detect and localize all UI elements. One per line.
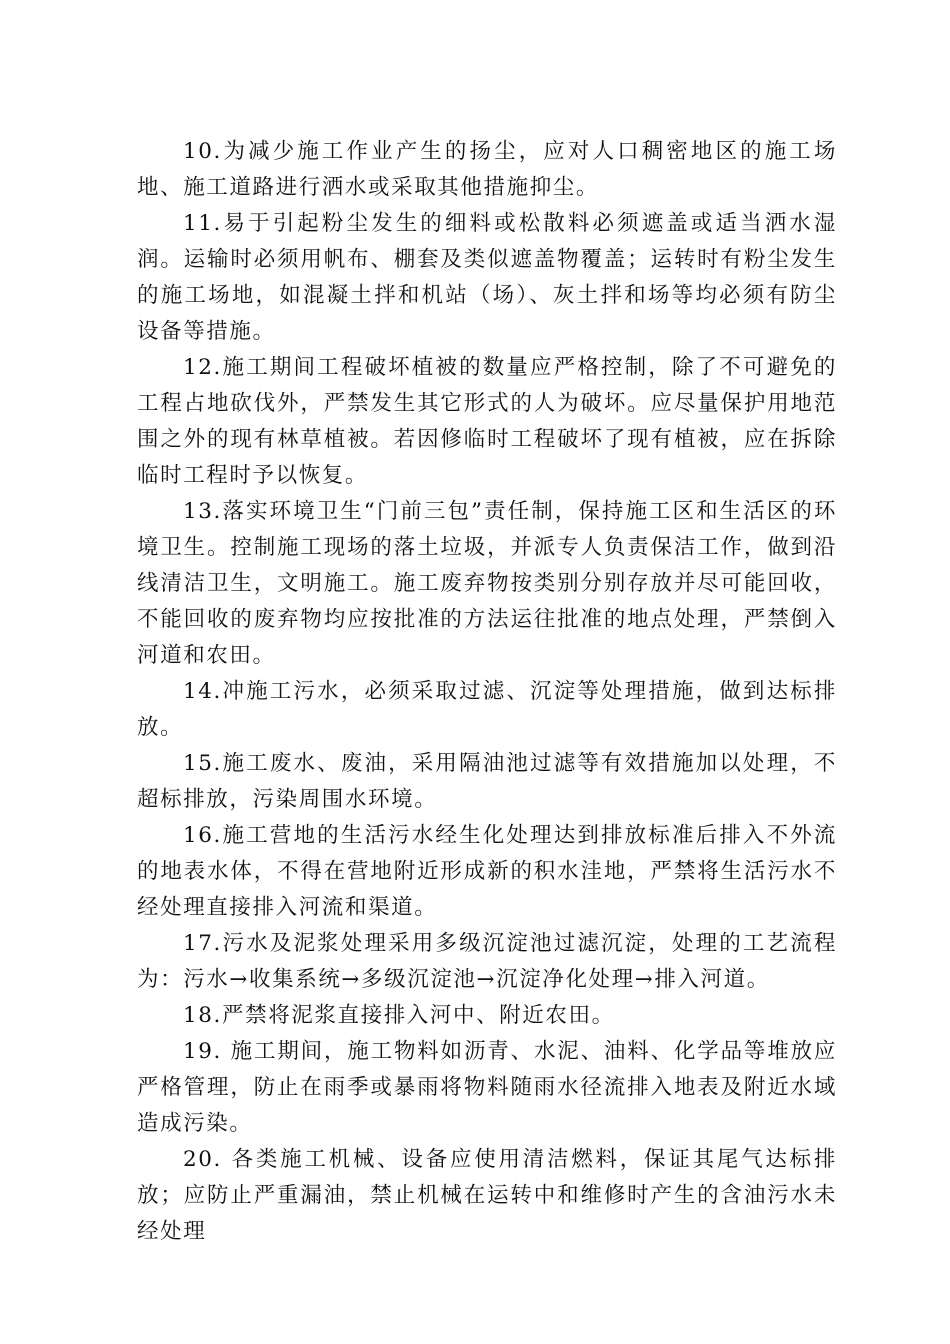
paragraph-14: 14.冲施工污水，必须采取过滤、沉淀等处理措施，做到达标排放。 — [137, 679, 837, 740]
paragraph-17: 17.污水及泥浆处理采用多级沉淀池过滤沉淀，处理的工艺流程为：污水→收集系统→多级沉淀池→沉淀净化处理→排入河道。 — [137, 931, 837, 992]
paragraph-10: 10.为减少施工作业产生的扬尘，应对人口稠密地区的施工场地、施工道路进行洒水或采取其他措施抑尘。 — [137, 139, 837, 200]
paragraph-20: 20. 各类施工机械、设备应使用清洁燃料，保证其尾气达标排放；应防止严重漏油，禁止机械在运转中和维修时产生的含油污水未经处理 — [137, 1147, 837, 1244]
paragraph-19: 19. 施工期间，施工物料如沥青、水泥、油料、化学品等堆放应严格管理，防止在雨季或暴雨将物料随雨水径流排入地表及附近水域造成污染。 — [137, 1039, 837, 1136]
document-body — [137, 134, 837, 1250]
paragraph-11: 11.易于引起粉尘发生的细料或松散料必须遮盖或适当洒水湿润。运输时必须用帆布、棚套及类似遮盖物覆盖；运转时有粉尘发生的施工场地，如混凝土拌和机站（场）、灰土拌和场等均必须有防尘设备等措施。 — [137, 211, 837, 344]
paragraph-18: 18.严禁将泥浆直接排入河中、附近农田。 — [183, 1003, 615, 1028]
paragraph-13: 13.落实环境卫生“门前三包”责任制，保持施工区和生活区的环境卫生。控制施工现场的落土垃圾，并派专人负责保洁工作，做到沿线清洁卫生，文明施工。施工废弃物按类别分别存放并尽可能回收，不能回收的废弃物均应按批准的方法运往批准的地点处理，严禁倒入河道和农田。 — [137, 499, 837, 668]
paragraph-15: 15.施工废水、废油，采用隔油池过滤等有效措施加以处理，不超标排放，污染周围水环境。 — [137, 751, 837, 812]
paragraph-16: 16.施工营地的生活污水经生化处理达到排放标准后排入不外流的地表水体，不得在营地附近形成新的积水洼地，严禁将生活污水不经处理直接排入河流和渠道。 — [137, 823, 837, 920]
paragraph-12: 12.施工期间工程破坏植被的数量应严格控制，除了不可避免的工程占地砍伐外，严禁发生其它形式的人为破坏。应尽量保护用地范围之外的现有林草植被。若因修临时工程破坏了现有植被，应在拆除临时工程时予以恢复。 — [137, 355, 837, 488]
